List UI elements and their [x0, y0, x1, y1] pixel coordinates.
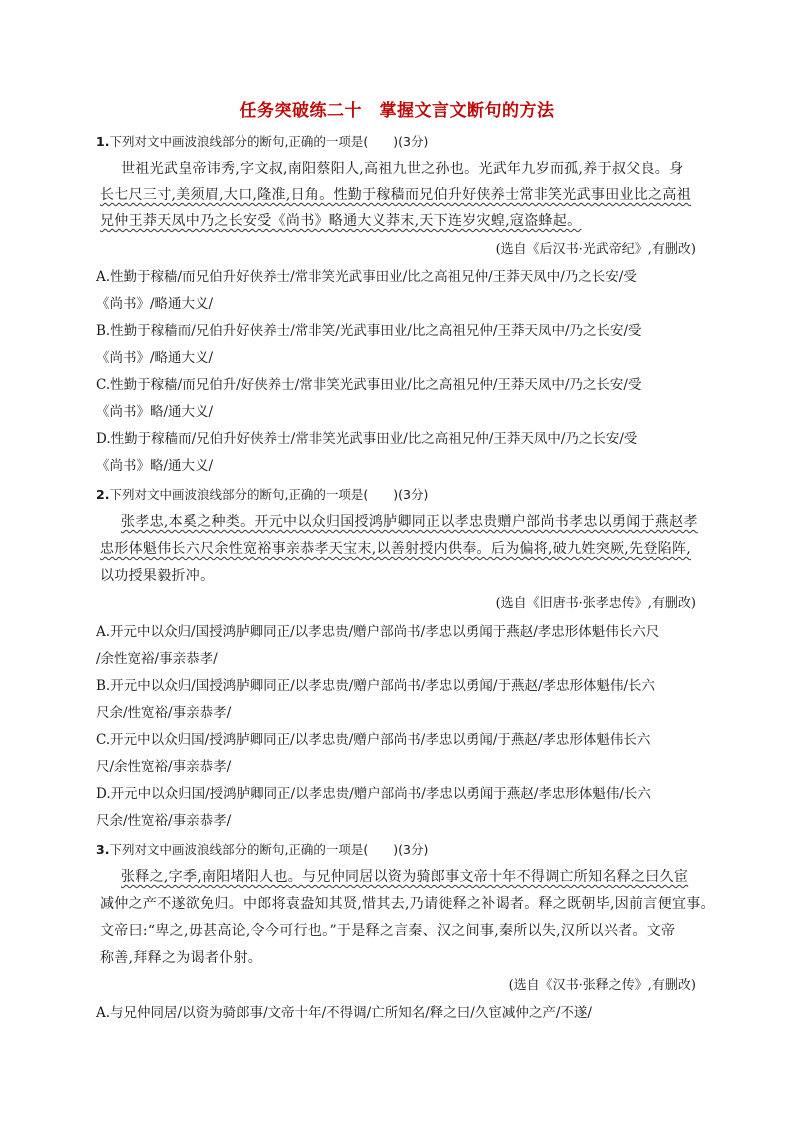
question-1-passage-line-1: 世祖光武皇帝讳秀,字文叔,南阳蔡阳人,高祖九世之孙也。光武年九岁而孤,养于叔父良。身	[121, 161, 684, 177]
question-1-option-a-line-2[interactable]: 《尚书》/略通大义/	[96, 296, 214, 312]
question-2-stem	[96, 486, 428, 504]
question-3-stem	[96, 841, 428, 859]
question-3-text: 下列对文中画波浪线部分的断句,正确的一项是( )(3分)	[109, 842, 429, 857]
question-2-number: 2.	[96, 487, 110, 502]
question-2-option-c-line-1[interactable]: C.开元中以众归国/授鸿胪卿同正/以孝忠贵/赠户部尚书/孝忠以勇闻/于燕赵/孝忠形体魁伟长六	[96, 732, 651, 748]
question-1-option-c-line-1[interactable]: C.性勤于稼穑/而兄伯升/好侠养士/常非笑光武事田业/比之高祖兄仲/王莽天凤中/乃之长安/受	[96, 377, 642, 393]
question-2-option-d-line-1[interactable]: D.开元中以众归国/授鸿胪卿同正/以孝忠贵/赠户部尚书/孝忠以勇闻于燕赵/孝忠形体魁伟/长六	[96, 786, 651, 802]
question-2-passage-line-2: 忠形体魁伟长六尺余性宽裕事亲恭孝天宝末,以善射授内供奉。后为偏将,破九姓突厥,先登陷阵,	[100, 541, 691, 557]
question-1-option-b-line-1[interactable]: B.性勤于稼穑而/兄伯升好侠养士/常非笑/光武事田业/比之高祖兄仲/王莽天凤中/乃之长安/受	[96, 323, 642, 339]
question-1-option-d-line-2[interactable]: 《尚书》略/通大义/	[96, 458, 214, 474]
question-3-number: 3.	[96, 842, 110, 857]
question-3-option-a-line-1[interactable]: A.与兄仲同居/以资为骑郎事/文帝十年/不得调/亡所知名/释之曰/久宦减仲之产/不遂/	[96, 1005, 592, 1021]
question-1-option-d-line-1[interactable]: D.性勤于稼穑而/兄伯升好侠养士/常非笑光武事田业/比之高祖兄仲/王莽天凤中/乃之长安/受	[96, 431, 638, 447]
question-2-option-c-line-2[interactable]: 尺/余性宽裕/事亲恭孝/	[96, 759, 232, 775]
question-1-source: (选自《后汉书·光武帝纪》,有删改)	[495, 242, 696, 257]
question-2-option-b-line-2[interactable]: 尺余/性宽裕/事亲恭孝/	[96, 705, 232, 721]
page-title: 任务突破练二十 掌握文言文断句的方法	[239, 101, 555, 121]
question-2-passage-line-1: 张孝忠,本奚之种类。开元中以众归国授鸿胪卿同正以孝忠贵赠户部尚书孝忠以勇闻于燕赵孝	[121, 514, 698, 530]
question-3-passage-line-2: 减仲之产不遂欲免归。中郎将袁盎知其贤,惜其去,乃请徙释之补谒者。释之既朝毕,因前言便宜事。	[100, 896, 715, 912]
question-2-option-b-line-1[interactable]: B.开元中以众归/国授鸿胪卿同正/以孝忠贵/赠户部尚书/孝忠以勇闻/于燕赵/孝忠形体魁伟/长六	[96, 678, 656, 694]
question-2-option-d-line-2[interactable]: 尺余/性宽裕/事亲恭孝/	[96, 813, 232, 829]
question-1-option-a-line-1[interactable]: A.性勤于稼穑/而兄伯升好侠养士/常非笑光武事田业/比之高祖兄仲/王莽天凤中/乃之长安/受	[96, 269, 637, 285]
question-3-passage-line-1: 张释之,字季,南阳堵阳人也。与兄仲同居以资为骑郎事文帝十年不得调亡所知名释之曰久宦	[121, 869, 689, 885]
question-2-source: (选自《旧唐书·张孝忠传》,有删改)	[495, 596, 696, 611]
question-2-text: 下列对文中画波浪线部分的断句,正确的一项是( )(3分)	[109, 487, 429, 502]
question-1-option-c-line-2[interactable]: 《尚书》略/通大义/	[96, 404, 214, 420]
question-1-option-b-line-2[interactable]: 《尚书》/略通大义/	[96, 350, 214, 366]
question-3-source: (选自《汉书·张释之传》,有删改)	[508, 978, 696, 993]
question-1-text: 下列对文中画波浪线部分的断句,正确的一项是( )(3分)	[109, 134, 429, 149]
question-3-passage-line-4: 称善,拜释之为谒者仆射。	[100, 950, 263, 966]
question-2-option-a-line-2[interactable]: /余性宽裕/事亲恭孝/	[96, 651, 218, 667]
question-1-passage-line-2: 长七尺三寸,美须眉,大口,隆准,日角。性勤于稼穑而兄伯升好侠养士常非笑光武事田业比之高祖	[100, 187, 691, 203]
question-1-passage-line-3: 兄仲王莽天凤中乃之长安受《尚书》略通大义莽末,天下连岁灾蝗,寇盗蜂起。	[100, 213, 582, 229]
question-1-stem	[96, 133, 428, 151]
question-2-option-a-line-1[interactable]: A.开元中以众归/国授鸿胪卿同正/以孝忠贵/赠户部尚书/孝忠以勇闻于燕赵/孝忠形体魁伟长六尺	[96, 624, 660, 640]
question-1-number: 1.	[96, 134, 110, 149]
question-2-passage-line-3: 以功授果毅折冲。	[100, 568, 215, 584]
question-3-passage-line-3: 文帝曰:“卑之,毋甚高论,令今可行也。”于是释之言秦、汉之间事,秦所以失,汉所以兴者。文帝	[100, 923, 676, 939]
